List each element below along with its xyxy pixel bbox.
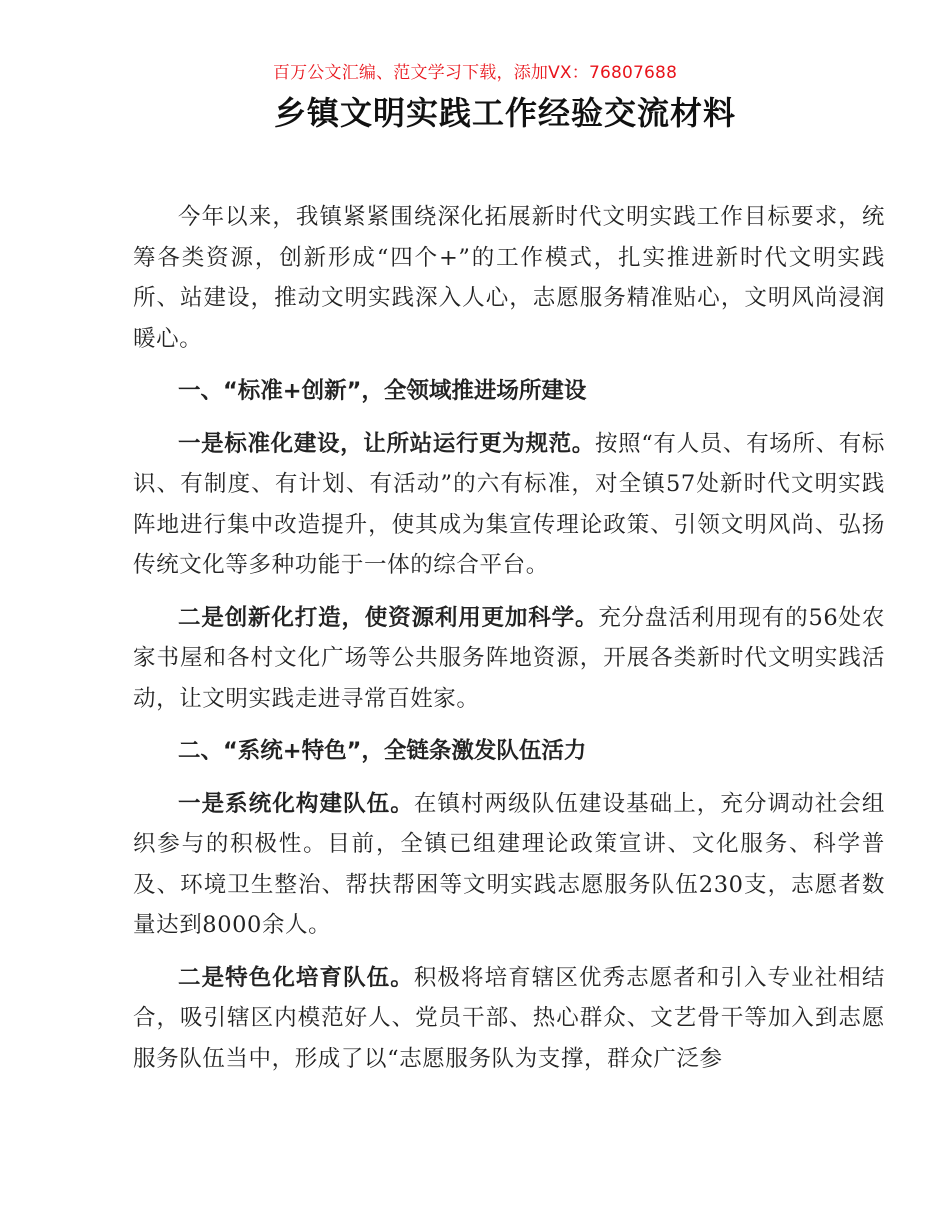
paragraph-text: 积极将培育辖区优秀志愿者和引入专业社相结合，吸引辖区内模范好人、党员干部、热心群众、文艺骨干等加入到志愿服务队伍当中，形成了以“志愿服务队为支撑，群众广泛参 bbox=[133, 964, 885, 1072]
intro-paragraph: 今年以来，我镇紧紧围绕深化拓展新时代文明实践工作目标要求，统筹各类资源，创新形成“四个+”的工作模式，扎实推进新时代文明实践所、站建设，推动文明实践深入人心，志愿服务精准贴心，文明风尚浸润暖心。 bbox=[133, 204, 885, 352]
section-heading-1: 一、“标准+创新”，全领域推进场所建设 bbox=[178, 378, 587, 404]
document-title: 乡镇文明实践工作经验交流材料 bbox=[273, 94, 736, 132]
document-body bbox=[133, 197, 885, 1079]
paragraph-lead: 一是系统化构建队伍。 bbox=[178, 790, 414, 817]
paragraph-text: 在镇村两级队伍建设基础上，充分调动社会组织参与的积极性。目前，全镇已组建理论政策宣讲、文化服务、科学普及、环境卫生整治、帮扶帮困等文明实践志愿服务队伍230支，志愿者数量达到8000余人。 bbox=[133, 790, 885, 938]
paragraph-text: 充分盘活利用现有的56处农家书屋和各村文化广场等公共服务阵地资源，开展各类新时代文明实践活动，让文明实践走进寻常百姓家。 bbox=[133, 604, 885, 712]
section-heading-2: 二、“系统+特色”，全链条激发队伍活力 bbox=[178, 738, 587, 764]
paragraph-innovation bbox=[133, 598, 885, 720]
paragraph-text: 按照“有人员、有场所、有标识、有制度、有计划、有活动”的六有标准，对全镇57处新时代文明实践阵地进行集中改造提升，使其成为集宣传理论政策、引领文明风尚、弘扬传统文化等多种功能于一体的综合平台。 bbox=[133, 430, 885, 578]
paragraph-lead: 二是特色化培育队伍。 bbox=[178, 964, 414, 991]
paragraph-team-cultivation bbox=[133, 958, 885, 1080]
promo-banner: 百万公文汇编、范文学习下载，添加VX：76807688 bbox=[272, 63, 678, 83]
paragraph-standardization bbox=[133, 424, 885, 586]
paragraph-team-building bbox=[133, 784, 885, 946]
paragraph-lead: 二是创新化打造，使资源利用更加科学。 bbox=[178, 604, 599, 631]
paragraph-lead: 一是标准化建设，让所站运行更为规范。 bbox=[178, 430, 595, 457]
